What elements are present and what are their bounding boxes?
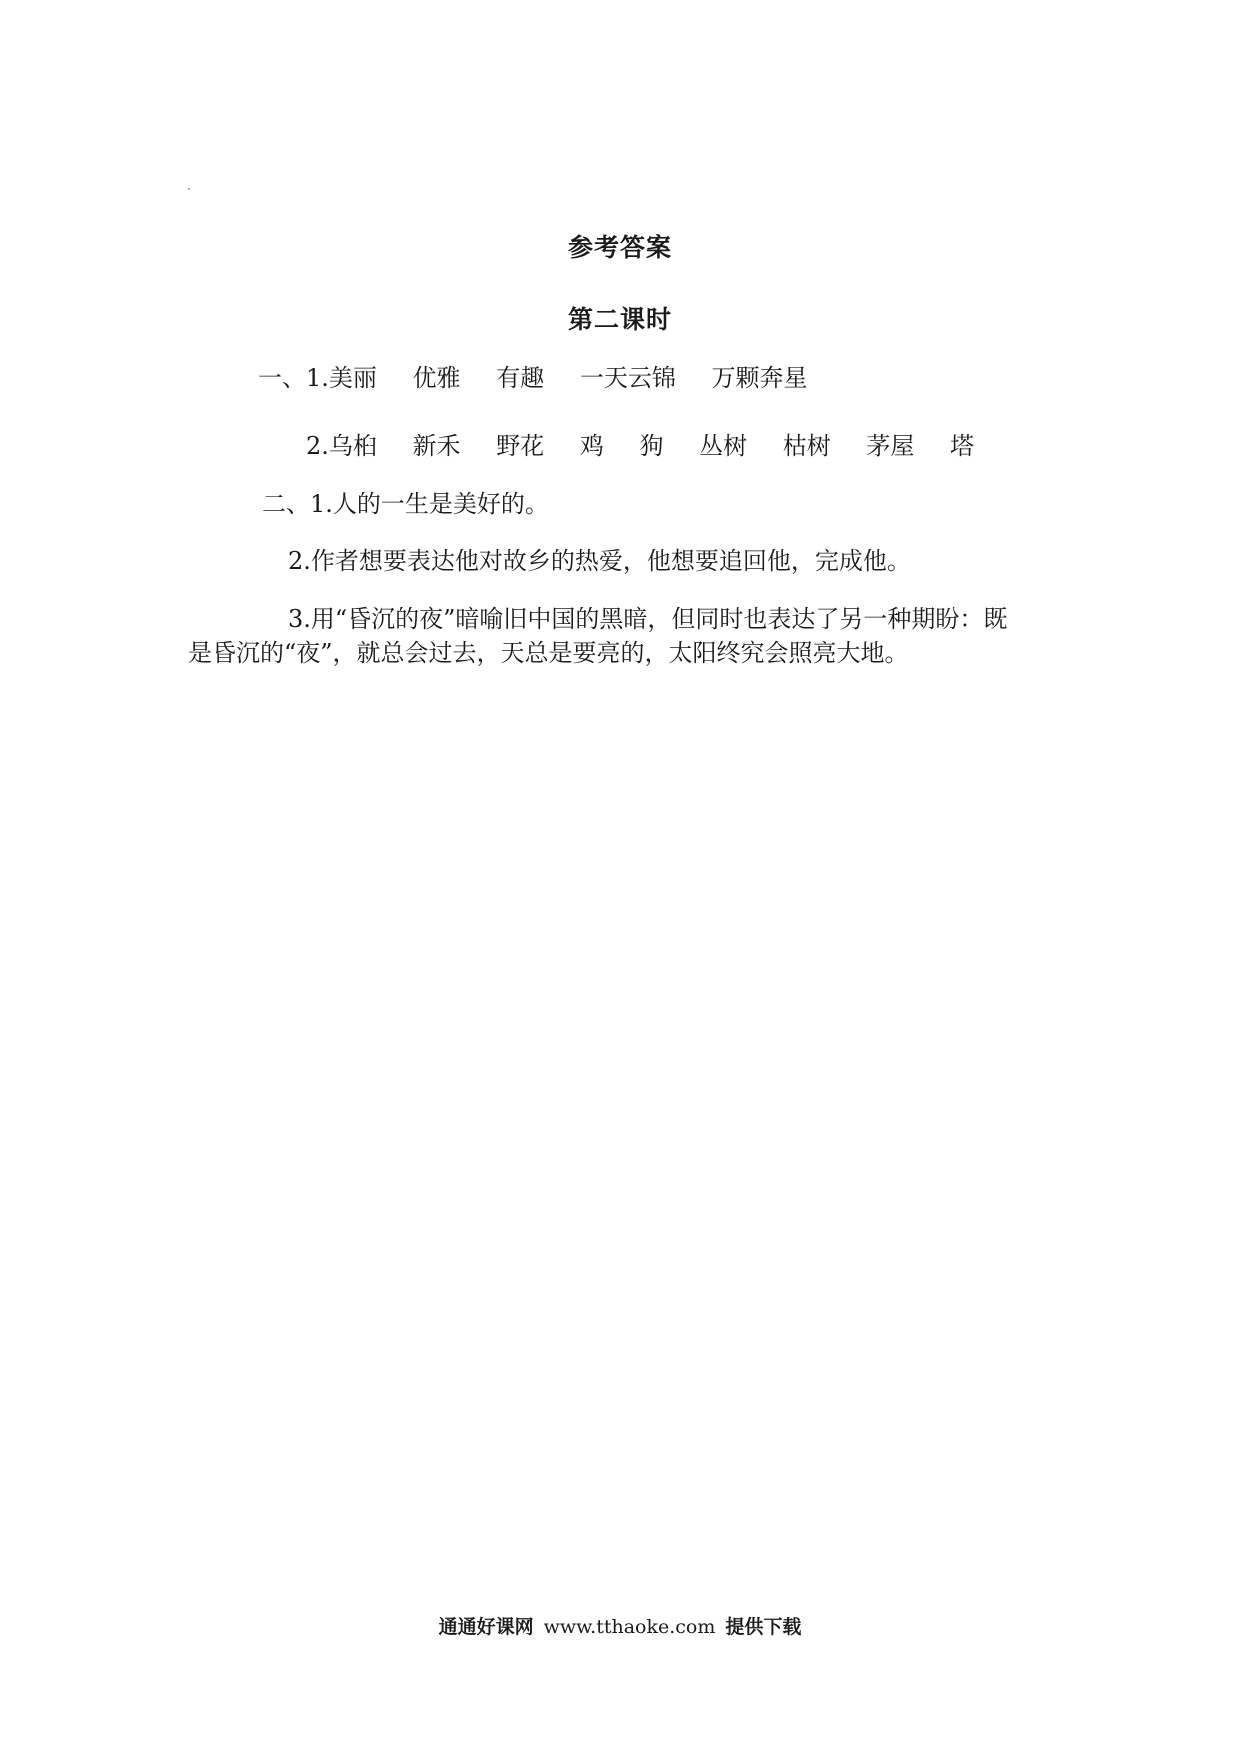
answer-word: 鸡 (579, 432, 604, 460)
section1-q1-prefix (258, 362, 329, 394)
page-subtitle: 第二课时 (567, 305, 672, 334)
section1-marker: 一、 (258, 364, 306, 392)
section2-q2: 2.作者想要表达他对故乡的热爱，他想要追回他，完成他。 (288, 547, 911, 575)
footer-site-name: 通通好课网 (438, 1616, 534, 1638)
scan-dot (188, 188, 190, 190)
section1-q2 (306, 430, 974, 462)
q1-number: 1. (306, 364, 329, 392)
answer-word: 枯树 (782, 432, 831, 460)
answer-word: 一天云锦 (579, 364, 676, 392)
answer-word: 乌桕 (328, 432, 377, 460)
footer (0, 1612, 1240, 1639)
page-title: 参考答案 (567, 233, 672, 262)
section2-q1: 二、1.人的一生是美好的。 (262, 490, 549, 518)
answer-word: 丛树 (699, 432, 748, 460)
answer-word: 新禾 (412, 432, 461, 460)
answer-word: 塔 (950, 432, 975, 460)
section2-q3-line1: 3.用“昏沉的夜”暗喻旧中国的黑暗，但同时也表达了另一种期盼：既 (288, 605, 1008, 633)
section2-q3-line2: 是昏沉的“夜”，就总会过去，天总是要亮的，太阳终究会照亮大地。 (188, 639, 909, 667)
answer-word: 野花 (496, 432, 545, 460)
answer-word: 茅屋 (866, 432, 915, 460)
answer-word: 美丽 (328, 364, 377, 392)
answer-word: 狗 (639, 432, 664, 460)
section1-q1 (258, 362, 807, 394)
answer-word: 优雅 (412, 364, 461, 392)
answer-word: 万颗奔星 (711, 364, 808, 392)
answer-word: 有趣 (496, 364, 545, 392)
footer-url[interactable]: www.tthaoke.com (543, 1616, 716, 1638)
q2-number: 2. (306, 432, 329, 460)
footer-suffix: 提供下载 (725, 1616, 802, 1638)
